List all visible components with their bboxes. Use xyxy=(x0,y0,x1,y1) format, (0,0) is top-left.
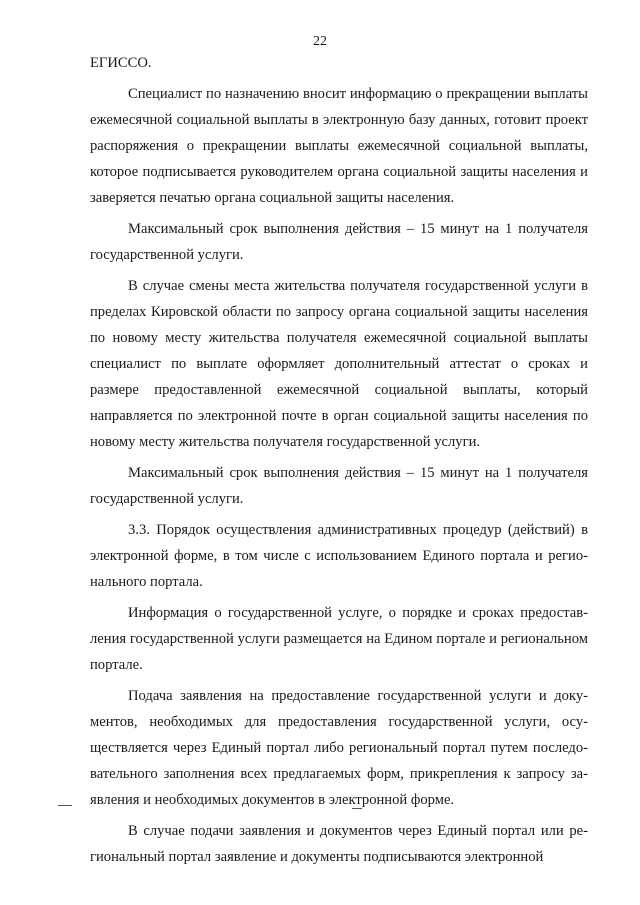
paragraph-electronic-signature: В случае подачи заявления и документов через Единый портал или региональный портал заявление и документы подписываются электронной xyxy=(90,823,588,865)
document-body xyxy=(90,50,588,875)
paragraph-portal-info: Информация о государственной услуге, о порядке и сроках предоставления государственной услуги размещается на Едином портале и региональном портале. xyxy=(90,605,588,673)
page-number: 22 xyxy=(313,34,327,49)
paragraph-max-time-1: Максимальный срок выполнения действия – 15 минут на 1 получателя государственной услуги. xyxy=(90,221,588,263)
paragraph-max-time-2: Максимальный срок выполнения действия – 15 минут на 1 получателя государственной услуги. xyxy=(90,465,588,507)
paragraph-termination: Специалист по назначению вносит информацию о прекращении выплаты ежемесячной социальной выплаты в электронную базу данных, готовит проект распоряжения о прекращении выплаты ежемесячной социальной выплаты, которое подписывается руководителем органа социальной защиты населения и заверяется печатью органа социальной защиты населения. xyxy=(90,86,588,206)
paragraph-egisso: ЕГИССО. xyxy=(90,55,152,71)
paragraph-application-submission: Подача заявления на предоставление государственной услуги и документов, необходимых для предоставления государственной услуги, осуществляется через Единый портал либо региональный портал путем последовательного заполнения всех предлагаемых форм, прикрепления к запросу заявления и необходимых документов в электронной форме. xyxy=(90,688,588,808)
section-heading-3-3: 3.3. Порядок осуществления административных процедур (действий) в электронной форме, в том числе с использованием Единого портала и регионального портала. xyxy=(90,522,588,590)
margin-mark-left xyxy=(58,805,72,806)
paragraph-residence-change: В случае смены места жительства получателя государственной услуги в пределах Кировской области по запросу органа социальной защиты населения по новому месту жительства получателя ежемесячной социальной выплаты специалист по выплате оформляет дополнительный аттестат о сроках и размере предоставленной ежемесячной социальной выплаты, который направляется по электронной почте в орган социальной защиты населения по новому месту жительства получателя государственной услуги. xyxy=(90,278,588,450)
margin-mark-center xyxy=(352,808,362,809)
